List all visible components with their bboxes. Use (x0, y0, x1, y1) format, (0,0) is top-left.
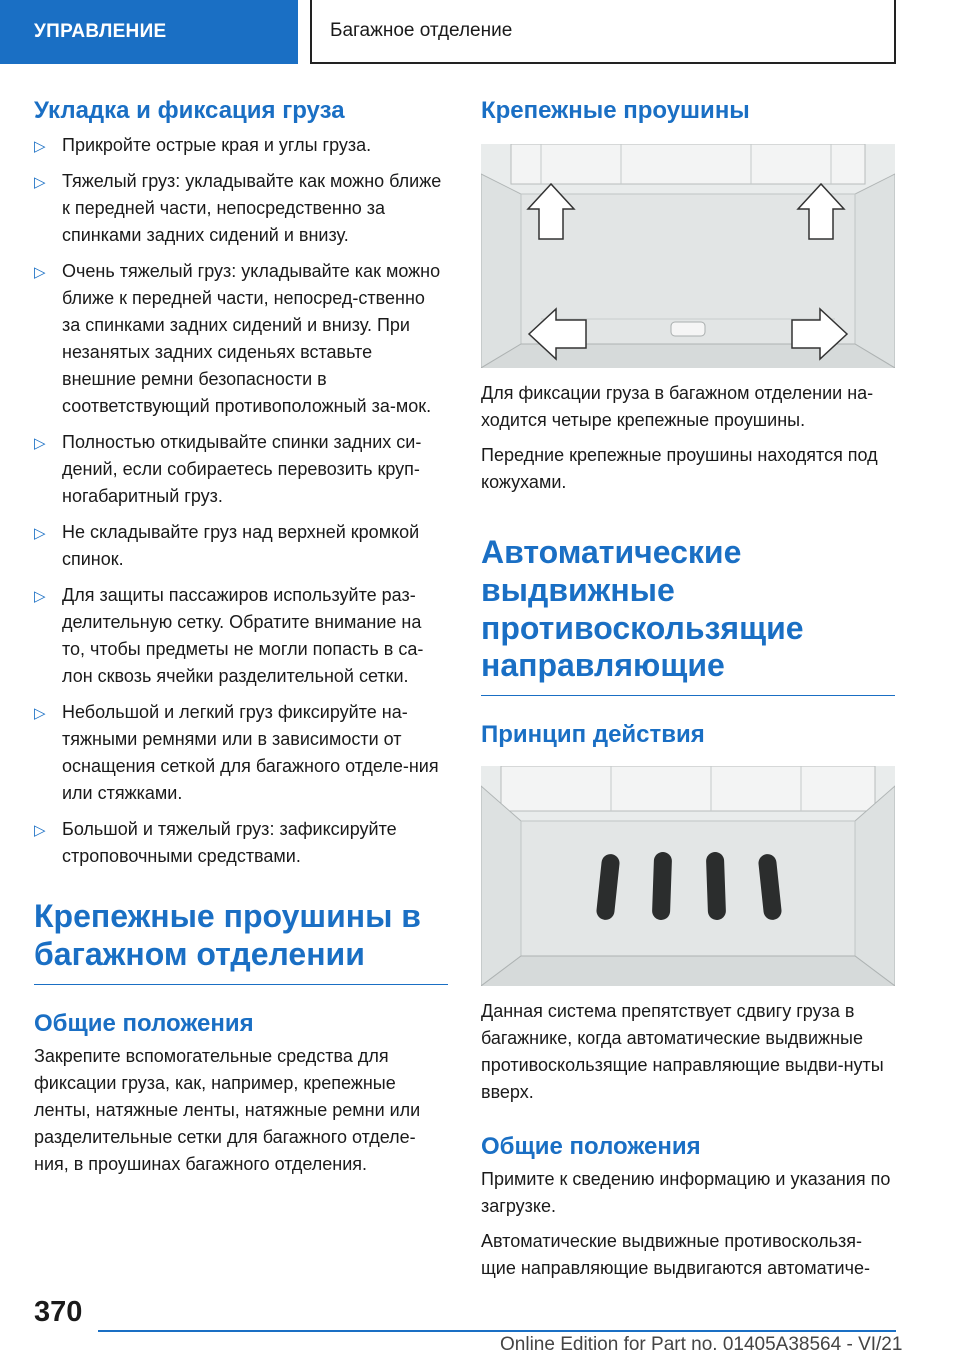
triangle-bullet-icon: ▷ (34, 588, 46, 605)
left-column (34, 96, 448, 1178)
chapter-heading-anti-slip-rails: Автоматические выдвижные противоскользящие направляющие (481, 534, 895, 696)
list-item: ▷ Не складывайте груз над верхней кромкой спинок. (34, 522, 420, 569)
list-item: ▷ Для защиты пассажиров используйте раз-делительную сетку. Обратите внимание на то, чтобы предметы не могли попасть в са-лон сквозь ячейки разделительной сетки. (34, 585, 424, 686)
subheading-general-2: Общие положения (481, 1133, 701, 1160)
chapter-tab[interactable]: УПРАВЛЕНИЕ (0, 0, 298, 64)
list-item: ▷ Прикройте острые края и углы груза. (34, 132, 448, 159)
footer-edition: Online Edition for Part no. 01405A38564 - VI/21 (500, 1334, 903, 1355)
trunk-rails-image (481, 766, 895, 986)
paragraph-front-eyes: Передние крепежные проушины находятся под кожухами. (481, 445, 878, 492)
list-item: ▷ Большой и тяжелый груз: зафиксируйте строповочными средствами. (34, 819, 397, 866)
trunk-lashing-eyes-image (481, 144, 895, 368)
triangle-bullet-icon: ▷ (34, 705, 46, 722)
loading-bullet-list (34, 132, 448, 870)
subheading-general: Общие положения (34, 1009, 254, 1037)
triangle-bullet-icon: ▷ (34, 525, 46, 542)
paragraph-general: Закрепите вспомогательные средства для фиксации груза, как, например, крепежные ленты, натяжные ленты, натяжные ремни или разделительные сетки для багажного отделе-ния, в проушинах багажного отделения. (34, 1045, 421, 1174)
triangle-bullet-icon: ▷ (34, 822, 46, 839)
list-item: ▷ Небольшой и легкий груз фиксируйте на-тяжными ремнями или в зависимости от оснащения сеткой для багажного отделе-ния или стяжками. (34, 702, 439, 803)
paragraph-lashing-eyes-count: Для фиксации груза в багажном отделении на-ходится четыре крепежные проушины. (481, 383, 874, 430)
section-heading-loading: Укладка и фиксация груза (34, 97, 345, 124)
chapter-heading-tie-downs: Крепежные проушины в багажном отделении (34, 898, 448, 985)
triangle-bullet-icon: ▷ (34, 264, 46, 281)
paragraph-rails-function: Данная система препятствует сдвигу груза в багажнике, когда автоматические выдвижные противоскользящие направляющие выдви-нуты вверх. (481, 1001, 884, 1102)
footer-divider (98, 1330, 896, 1332)
list-item: ▷ Тяжелый груз: укладывайте как можно ближе к передней части, непосредственно за спинками задних сидений и внизу. (34, 171, 442, 245)
page-section-title: Багажное отделение (310, 0, 896, 64)
subheading-principle: Принцип действия (481, 721, 705, 748)
triangle-bullet-icon: ▷ (34, 174, 46, 191)
page-number: 370 (34, 1296, 83, 1328)
section-heading-lashing-eyes: Крепежные проушины (481, 97, 750, 124)
right-column (481, 96, 895, 1282)
triangle-bullet-icon: ▷ (34, 435, 46, 452)
triangle-bullet-icon: ▷ (34, 138, 46, 155)
list-item: ▷ Очень тяжелый груз: укладывайте как можно ближе к передней части, непосред-ственно за спинками задних сидений и внизу. При незанятых задних сиденьях вставьте внешние ремни безопасности в соответствующий противоположный за-мок. (34, 261, 441, 416)
paragraph-loading-info: Примите к сведению информацию и указания по загрузке. (481, 1169, 891, 1216)
paragraph-rails-auto: Автоматические выдвижные противоскользя-щие направляющие выдвигаются автоматиче- (481, 1231, 870, 1278)
list-item: ▷ Полностью откидывайте спинки задних си-дений, если собираетесь перевозить круп-ногабаритный груз. (34, 432, 422, 506)
